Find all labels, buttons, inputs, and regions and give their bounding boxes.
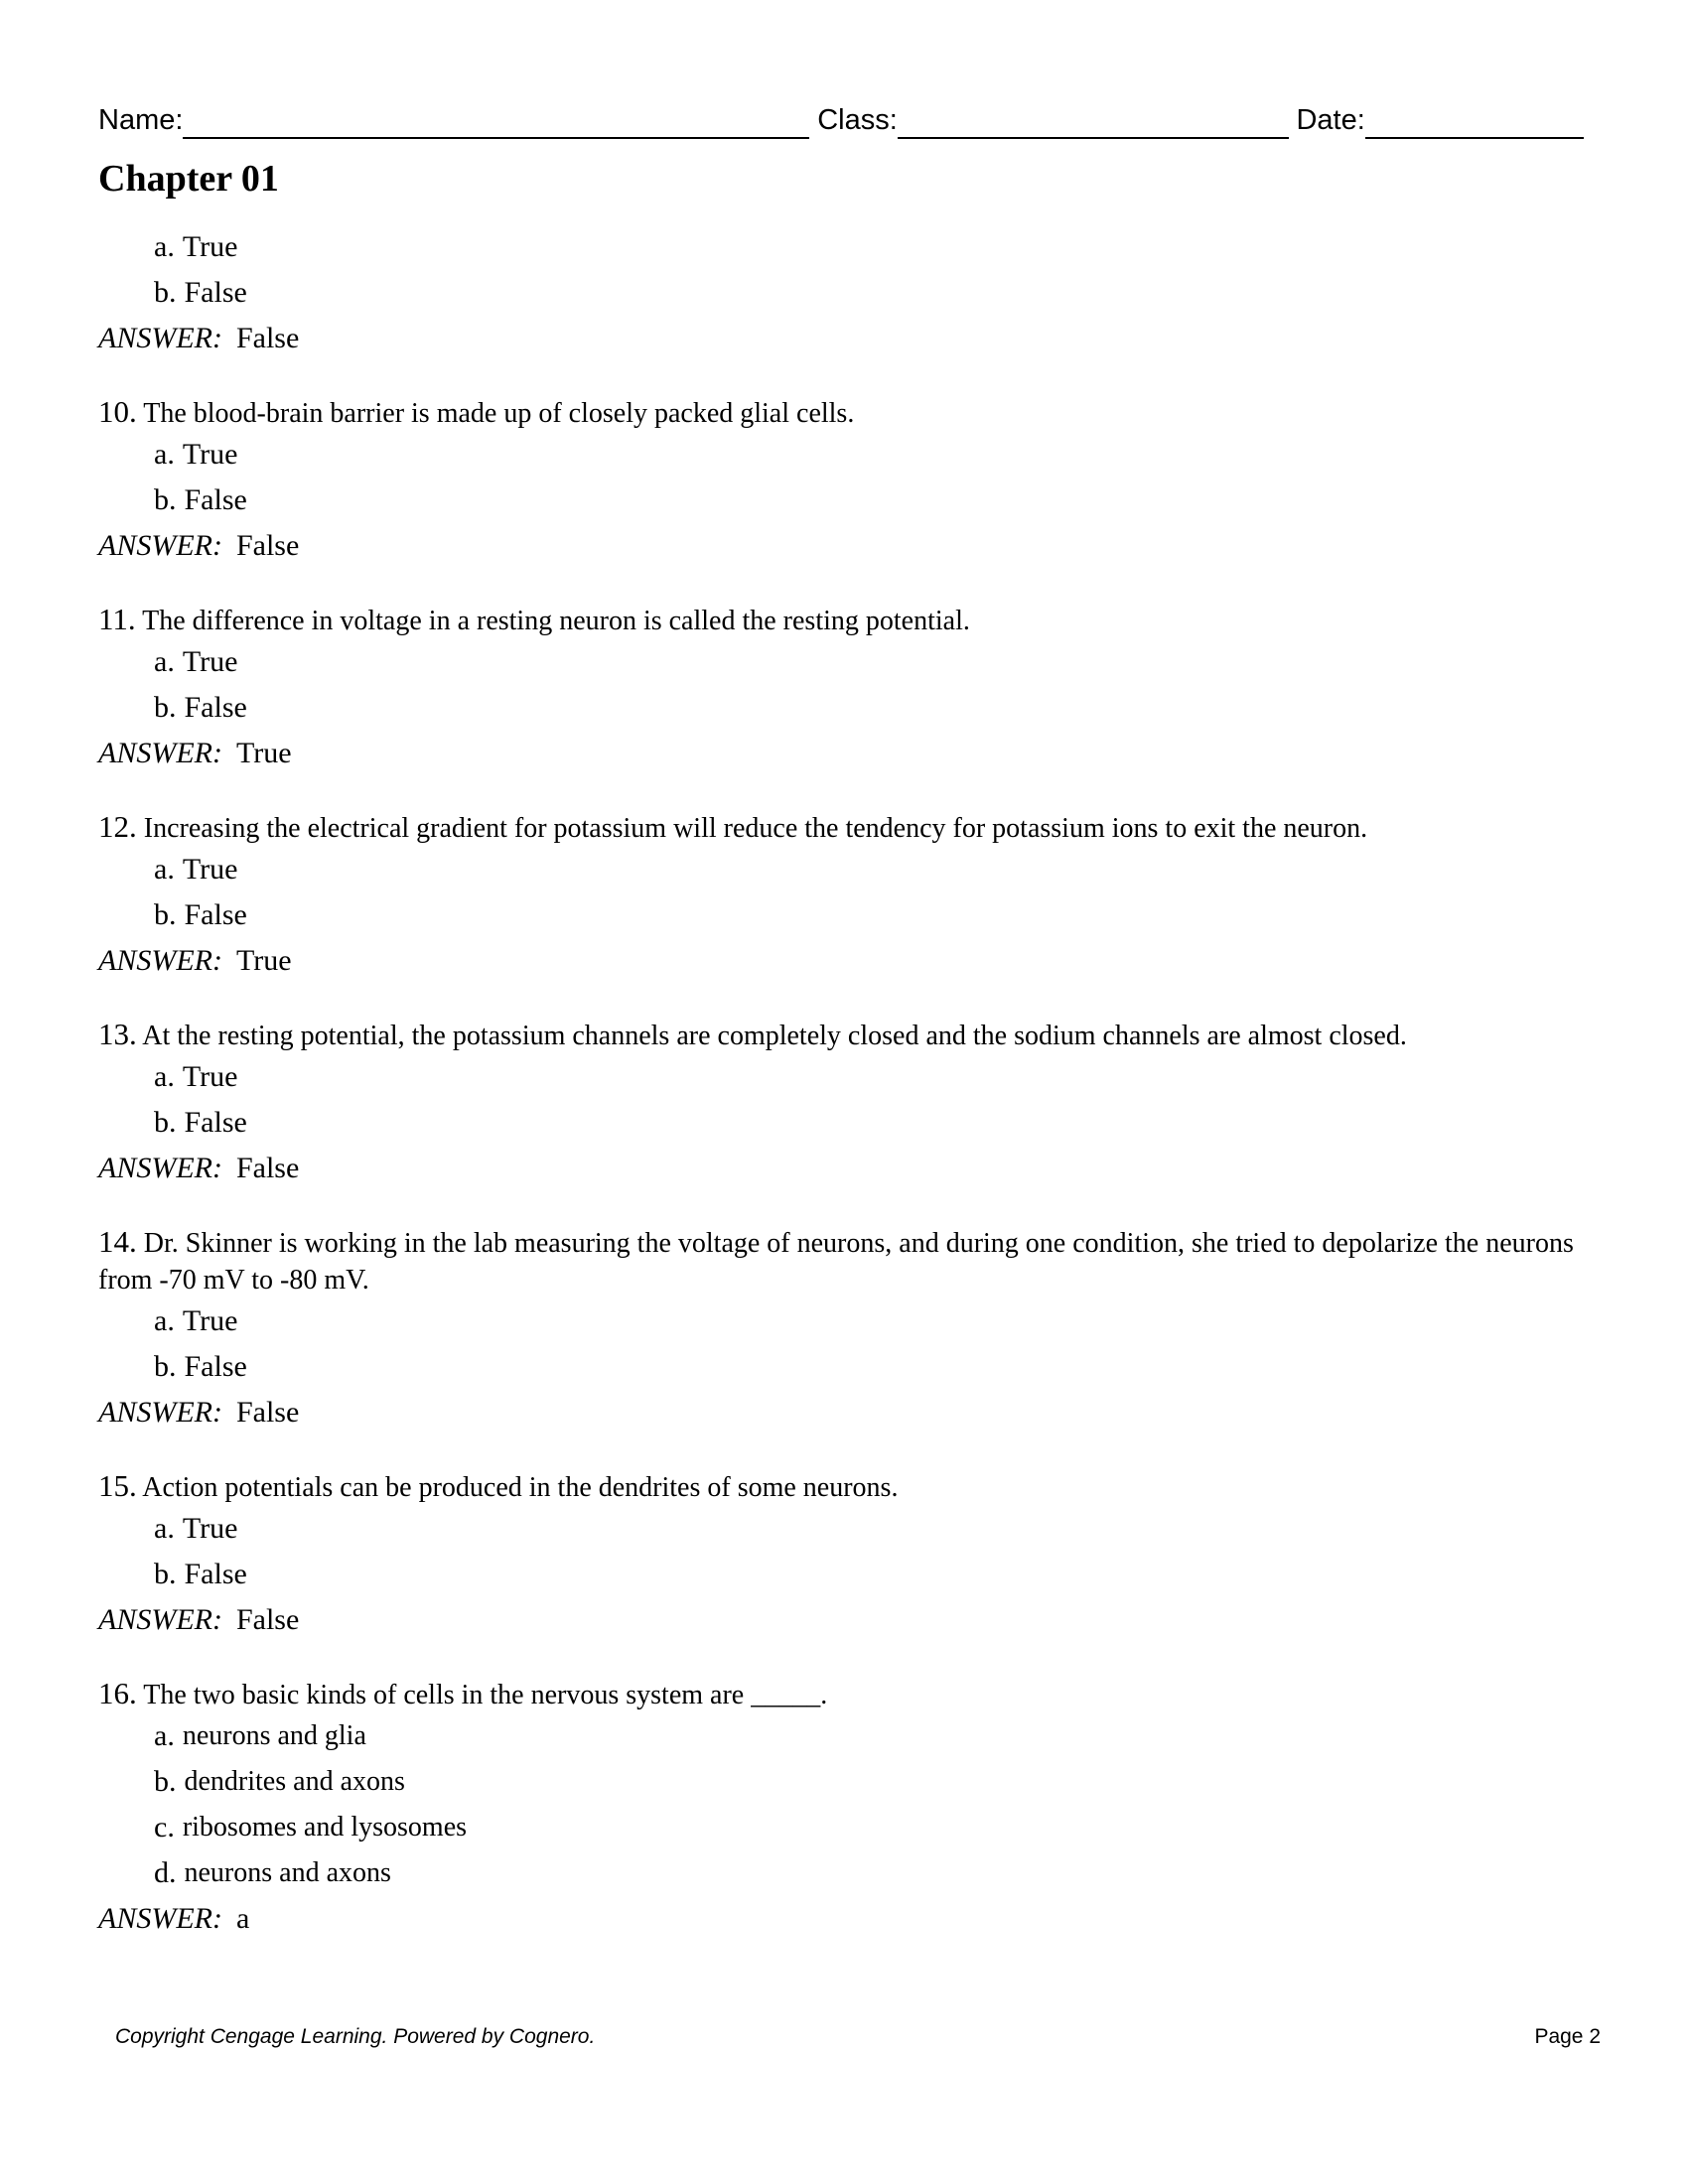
option: [154, 478, 1588, 523]
option-text: True: [182, 1304, 238, 1337]
page-footer: [115, 2025, 1601, 2049]
page-number: Page 2: [1534, 2025, 1601, 2048]
answer-line: [98, 1896, 1588, 1942]
option-text: False: [184, 691, 247, 724]
question-stem: [98, 393, 1588, 432]
option-text: True: [182, 230, 238, 263]
option-text: dendrites and axons: [184, 1766, 405, 1797]
option-letter: b.: [154, 1350, 177, 1383]
answer-value: False: [235, 322, 300, 354]
question-text: The two basic kinds of cells in the nervous system are _____.: [143, 1680, 828, 1710]
answer-value: False: [235, 1396, 300, 1429]
question-stem: [98, 1467, 1588, 1506]
option: [154, 224, 1588, 270]
question-stem: [98, 1016, 1588, 1054]
question-14: [98, 1223, 1588, 1435]
question-11: [98, 601, 1588, 776]
question-text: The difference in voltage in a resting neuron is called the resting potential.: [142, 606, 970, 636]
option-letter: a.: [154, 1512, 175, 1545]
date-blank-line: [1365, 105, 1584, 139]
option-letter: b.: [154, 1558, 177, 1590]
question-text: The blood-brain barrier is made up of closely packed glial cells.: [143, 398, 855, 429]
question-12: [98, 808, 1588, 984]
class-blank-line: [898, 105, 1289, 139]
option-letter: a.: [154, 1304, 175, 1337]
option: [154, 1054, 1588, 1100]
question-stem: [98, 1223, 1588, 1298]
answer-line: [98, 1390, 1588, 1435]
option: [154, 1850, 1588, 1896]
answer-label: ANSWER:: [98, 1152, 222, 1184]
question-number: 10.: [98, 394, 137, 429]
answer-label: ANSWER:: [98, 1603, 222, 1636]
option-text: neurons and glia: [182, 1720, 366, 1751]
question-stem: [98, 1675, 1588, 1713]
option: [154, 1506, 1588, 1552]
option: [154, 892, 1588, 938]
option-letter: a.: [154, 645, 175, 678]
option-text: False: [184, 1106, 247, 1139]
question-number: 16.: [98, 1676, 137, 1710]
option-text: True: [182, 438, 238, 471]
answer-value: a: [235, 1902, 250, 1935]
question-number: 15.: [98, 1468, 137, 1503]
question-text: At the resting potential, the potassium channels are completely closed and the sodium channels are almost closed.: [142, 1021, 1407, 1051]
header-fields: [98, 95, 1584, 139]
answer-line: [98, 1146, 1588, 1191]
answer-value: False: [235, 1603, 300, 1636]
answer-line: [98, 316, 1588, 361]
option-letter: b.: [154, 691, 177, 724]
answer-label: ANSWER:: [98, 322, 222, 354]
question-list: [98, 224, 1588, 1942]
option: [154, 1344, 1588, 1390]
chapter-title: Chapter 01: [98, 158, 279, 200]
option-letter: a.: [154, 230, 175, 263]
answer-line: [98, 1597, 1588, 1643]
question-10: [98, 393, 1588, 569]
option-letter: a.: [154, 1060, 175, 1093]
question-number: 12.: [98, 809, 137, 844]
answer-line: [98, 938, 1588, 984]
question-13: [98, 1016, 1588, 1191]
option: [154, 432, 1588, 478]
option-letter: a.: [154, 438, 175, 471]
option-text: False: [184, 1558, 247, 1590]
class-label: Class:: [817, 104, 898, 136]
answer-value: True: [235, 737, 292, 769]
option: [154, 639, 1588, 685]
question-number: 13.: [98, 1017, 137, 1051]
question-number: 11.: [98, 602, 136, 636]
option: [154, 1298, 1588, 1344]
option-text: ribosomes and lysosomes: [182, 1812, 468, 1843]
option-letter: a.: [154, 1719, 175, 1752]
option-letter: b.: [154, 1106, 177, 1139]
name-label: Name:: [98, 104, 184, 136]
copyright-text: Copyright Cengage Learning. Powered by Cognero.: [115, 2025, 596, 2048]
answer-label: ANSWER:: [98, 529, 222, 562]
question-stem: [98, 808, 1588, 847]
option-letter: a.: [154, 853, 175, 886]
question-text: Action potentials can be produced in the dendrites of some neurons.: [142, 1472, 899, 1503]
question-text: Increasing the electrical gradient for potassium will reduce the tendency for potassium ions to exit the neuron.: [143, 813, 1368, 844]
answer-value: False: [235, 1152, 300, 1184]
question-number: 14.: [98, 1224, 137, 1259]
option: [154, 685, 1588, 731]
option-text: False: [184, 1350, 247, 1383]
answer-label: ANSWER:: [98, 1396, 222, 1429]
option-text: True: [182, 645, 238, 678]
option: [154, 1713, 1588, 1759]
option-letter: b.: [154, 276, 177, 309]
date-label: Date:: [1296, 104, 1365, 136]
option-letter: d.: [154, 1856, 177, 1889]
option: [154, 1805, 1588, 1850]
option-text: False: [184, 483, 247, 516]
question-16: [98, 1675, 1588, 1942]
question-fragment: [98, 224, 1588, 361]
option-letter: b.: [154, 483, 177, 516]
option-text: True: [182, 1512, 238, 1545]
option-text: False: [184, 276, 247, 309]
option-letter: c.: [154, 1811, 175, 1843]
answer-line: [98, 731, 1588, 776]
option: [154, 847, 1588, 892]
question-15: [98, 1467, 1588, 1643]
question-stem: [98, 601, 1588, 639]
answer-label: ANSWER:: [98, 1902, 222, 1935]
answer-line: [98, 523, 1588, 569]
option-text: True: [182, 853, 238, 886]
answer-value: True: [235, 944, 292, 977]
option-letter: b.: [154, 898, 177, 931]
answer-label: ANSWER:: [98, 944, 222, 977]
question-text: Dr. Skinner is working in the lab measuring the voltage of neurons, and during one condition, she tried to depolarize the neurons from -70 mV to -80 mV.: [98, 1228, 1574, 1296]
option: [154, 270, 1588, 316]
option: [154, 1552, 1588, 1597]
option-text: neurons and axons: [184, 1857, 391, 1888]
option: [154, 1100, 1588, 1146]
answer-label: ANSWER:: [98, 737, 222, 769]
option-text: True: [182, 1060, 238, 1093]
option-letter: b.: [154, 1765, 177, 1798]
name-blank-line: [183, 105, 809, 139]
option: [154, 1759, 1588, 1805]
answer-value: False: [235, 529, 300, 562]
option-text: False: [184, 898, 247, 931]
